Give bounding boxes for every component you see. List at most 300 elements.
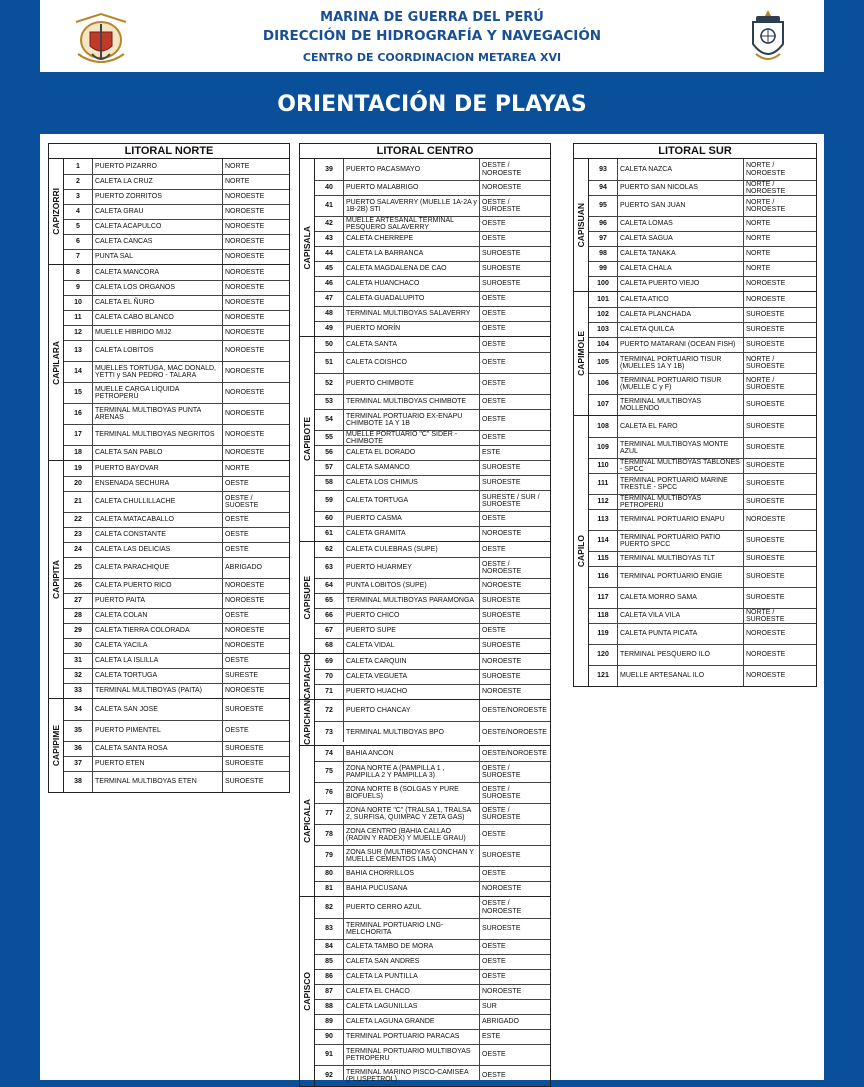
- place-name: CALETA EL FARO: [618, 416, 744, 437]
- orientation: SUROESTE: [746, 555, 785, 563]
- row-number: 67: [315, 624, 344, 638]
- column-heading: LITORAL CENTRO: [299, 143, 551, 158]
- place-name: CALETA MORRO SAMA: [618, 588, 744, 608]
- row-number: 51: [315, 353, 344, 373]
- zone-label: CAPISUAN: [576, 202, 586, 248]
- place-name: CALETA CULEBRAS (SUPE): [344, 542, 480, 557]
- orientation: OESTE: [225, 657, 249, 665]
- row-number: 72: [315, 700, 344, 721]
- place-name: CALETA LA PUNTILLA: [344, 970, 480, 984]
- zone-rows: [315, 542, 550, 653]
- zone-label-cell: [49, 265, 64, 460]
- place-name: TERMINAL MULTIBOYAS PETROPERÚ: [618, 495, 744, 509]
- orientation: SUROESTE: [482, 265, 521, 273]
- table-row: [315, 460, 550, 475]
- place-name: CALETA CABO BLANCO: [93, 311, 223, 325]
- table-row: [64, 403, 289, 424]
- orientation: NOROESTE: [225, 431, 265, 439]
- zone-label: CAPILARA: [51, 340, 61, 385]
- row-number: 89: [315, 1015, 344, 1029]
- row-number: 85: [315, 955, 344, 969]
- table-row: [64, 265, 289, 280]
- zone-rows: [315, 159, 550, 336]
- zone-label-cell: [574, 416, 589, 686]
- table-row: [589, 665, 816, 686]
- row-number: 77: [315, 804, 344, 824]
- row-number: 93: [589, 159, 618, 180]
- row-number: 52: [315, 374, 344, 394]
- orientation: OESTE: [482, 1051, 506, 1059]
- place-name: TERMINAL PORTUARIO TISUR (MUELLE C y F): [618, 374, 744, 394]
- table-row: [315, 669, 550, 684]
- place-name: TERMINAL MULTIBOYAS PARAMONGA: [344, 594, 480, 608]
- place-name: TERMINAL PORTUARIO PATIO PUERTO SPCC: [618, 531, 744, 551]
- zone-label: CAPICHAN: [302, 700, 312, 746]
- place-name: CALETA SAMANCO: [344, 461, 480, 475]
- row-number: 61: [315, 527, 344, 541]
- row-number: 26: [64, 579, 93, 593]
- zone-label-cell: [300, 897, 315, 1086]
- zone-rows: [315, 700, 550, 745]
- row-number: 83: [315, 919, 344, 939]
- row-number: 101: [589, 292, 618, 307]
- table-row: [589, 530, 816, 551]
- table-row: [315, 623, 550, 638]
- zone-section: [48, 265, 290, 461]
- orientation: OESTE / SUROESTE: [482, 764, 521, 780]
- orientation: NORTE: [225, 162, 250, 170]
- orientation: OESTE / NOROESTE: [482, 162, 522, 177]
- table-row: [315, 231, 550, 246]
- orientation: SUROESTE: [746, 462, 785, 470]
- place-name: CALETA LA ISLILLA: [93, 654, 223, 668]
- orientation: SUROESTE: [746, 401, 785, 409]
- row-number: 24: [64, 543, 93, 557]
- place-name: CALETA SAN ANDRES: [344, 955, 480, 969]
- orientation: OESTE: [482, 1072, 506, 1080]
- orientation: OESTE: [482, 973, 506, 981]
- orientation: SUROESTE: [482, 925, 521, 933]
- zone-label-cell: [300, 654, 315, 699]
- table-row: [64, 771, 289, 792]
- directorate-name: DIRECCIÓN DE HIDROGRAFÍA Y NAVEGACIÓN: [262, 28, 602, 44]
- place-name: TERMINAL MULTIBOYAS ETEN: [93, 772, 223, 792]
- table-row: [64, 249, 289, 264]
- row-number: 45: [315, 262, 344, 276]
- orientation: OESTE: [482, 416, 506, 424]
- place-name: CALETA CHERREPE: [344, 232, 480, 246]
- row-number: 3: [64, 190, 93, 204]
- orientation: OESTE/NOROESTE: [482, 749, 547, 757]
- row-number: 49: [315, 322, 344, 336]
- table-row: [64, 361, 289, 382]
- row-number: 2: [64, 175, 93, 189]
- table-row: [315, 1065, 550, 1086]
- zone-label-cell: [49, 699, 64, 792]
- orientation: ABRIGADO: [482, 1018, 519, 1026]
- orientation: SUR: [482, 1003, 497, 1011]
- row-number: 105: [589, 353, 618, 373]
- place-name: MUELLE ARTESANAL TERMINAL PESQUERO SALAVERRY: [344, 217, 480, 231]
- table-row: [64, 295, 289, 310]
- orientation: OESTE: [482, 380, 506, 388]
- place-name: PUERTO BAYOVAR: [93, 461, 223, 476]
- place-name: PUERTO ZORRITOS: [93, 190, 223, 204]
- table-row: [315, 352, 550, 373]
- litoral-norte-table: [48, 143, 290, 793]
- row-number: 113: [589, 510, 618, 530]
- row-number: 4: [64, 205, 93, 219]
- orientation: NORTE / SUROESTE: [746, 376, 785, 391]
- place-name: CALETA PUERTO RICO: [93, 579, 223, 593]
- table-row: [315, 430, 550, 445]
- zone-rows: [64, 159, 289, 264]
- table-row: [315, 526, 550, 541]
- zone-section: [299, 897, 551, 1087]
- table-row: [315, 824, 550, 845]
- table-row: [589, 322, 816, 337]
- table-row: [315, 1029, 550, 1044]
- orientation: SUROESTE: [225, 778, 264, 786]
- place-name: CALETA SANTA ROSA: [93, 742, 223, 756]
- place-name: CALETA PARACHIQUE: [93, 558, 223, 578]
- table-row: [589, 216, 816, 231]
- orientation: NOROESTE: [746, 295, 786, 303]
- table-row: [315, 261, 550, 276]
- header-banner: [40, 0, 824, 72]
- orientation: OESTE: [482, 870, 506, 878]
- table-row: [589, 416, 816, 437]
- table-row: [315, 684, 550, 699]
- table-row: [315, 490, 550, 511]
- zone-label-cell: [300, 700, 315, 745]
- zone-label-cell: [300, 159, 315, 336]
- table-row: [64, 461, 289, 476]
- table-row: [589, 352, 816, 373]
- zone-rows: [315, 897, 550, 1086]
- row-number: 44: [315, 247, 344, 261]
- place-name: CALETA PLANCHADA: [618, 308, 744, 322]
- row-number: 97: [589, 232, 618, 246]
- orientation: SURESTE: [225, 672, 259, 680]
- zone-section: [299, 746, 551, 897]
- table-row: [64, 557, 289, 578]
- table-row: [64, 542, 289, 557]
- table-row: [589, 644, 816, 665]
- orientation: SUROESTE: [746, 422, 785, 430]
- row-number: 102: [589, 308, 618, 322]
- orientation: NOROESTE: [225, 642, 265, 650]
- place-name: TERMINAL MULTIBOYAS PUNTA ARENAS: [93, 404, 223, 424]
- table-row: [589, 458, 816, 473]
- place-name: PUERTO SALAVERRY (MUELLE 1A-2A y 1B-2B) STI: [344, 196, 480, 216]
- orientation: OESTE / NOROESTE: [482, 900, 522, 915]
- place-name: CALETA PUERTO VIEJO: [618, 277, 744, 291]
- orientation: NOROESTE: [482, 184, 522, 192]
- orientation: OESTE / NOROESTE: [482, 560, 522, 575]
- zone-rows: [64, 699, 289, 792]
- row-number: 73: [315, 722, 344, 742]
- orientation: OESTE/NOROESTE: [482, 707, 547, 715]
- row-number: 109: [589, 438, 618, 458]
- row-number: 80: [315, 867, 344, 881]
- orientation: SUROESTE: [746, 311, 785, 319]
- orientation: SUROESTE: [746, 341, 785, 349]
- institution-name: MARINA DE GUERRA DEL PERÚ: [320, 10, 544, 25]
- place-name: CALETA TAMBO DE MORA: [344, 940, 480, 954]
- table-row: [589, 231, 816, 246]
- row-number: 35: [64, 721, 93, 741]
- row-number: 47: [315, 292, 344, 306]
- place-name: CALETA TORTUGA: [344, 491, 480, 511]
- place-name: CALETA LA CRUZ: [93, 175, 223, 189]
- table-row: [64, 638, 289, 653]
- place-name: CALETA TANAKA: [618, 247, 744, 261]
- table-row: [589, 180, 816, 195]
- place-name: CALETA VIDAL: [344, 639, 480, 653]
- table-row: [315, 445, 550, 460]
- row-number: 70: [315, 670, 344, 684]
- orientation: NOROESTE: [225, 582, 265, 590]
- place-name: PUERTO SUPE: [344, 624, 480, 638]
- row-number: 7: [64, 250, 93, 264]
- table-row: [315, 1044, 550, 1065]
- orientation: NOROESTE: [225, 410, 265, 418]
- place-name: CALETA GRAMITA: [344, 527, 480, 541]
- zone-section: [299, 542, 551, 654]
- zone-label-cell: [49, 159, 64, 264]
- row-number: 117: [589, 588, 618, 608]
- table-row: [315, 638, 550, 653]
- place-name: TERMINAL PORTUARIO TISUR (MUELLES 1A Y 1B): [618, 353, 744, 373]
- orientation: OESTE: [482, 434, 506, 442]
- orientation: OESTE: [482, 545, 506, 553]
- orientation: NORTE: [225, 178, 250, 186]
- table-row: [589, 494, 816, 509]
- row-number: 27: [64, 594, 93, 608]
- zone-label-cell: [300, 337, 315, 541]
- zone-section: [299, 654, 551, 700]
- table-row: [315, 180, 550, 195]
- orientation: OESTE/NOROESTE: [482, 728, 547, 736]
- orientation: SUROESTE: [482, 479, 521, 487]
- row-number: 78: [315, 825, 344, 845]
- row-number: 120: [589, 645, 618, 665]
- place-name: CALETA CHULLILLACHE: [93, 492, 223, 512]
- orientation: OESTE: [482, 325, 506, 333]
- row-number: 111: [589, 474, 618, 494]
- table-row: [315, 306, 550, 321]
- place-name: CALETA CHALA: [618, 262, 744, 276]
- place-name: MUELLE PORTUARIO "C" SIDER - CHIMBOTE: [344, 431, 480, 445]
- orientation: NOROESTE: [225, 238, 265, 246]
- orientation: OESTE: [225, 480, 249, 488]
- zone-rows: [589, 292, 816, 415]
- table-row: [64, 683, 289, 698]
- table-row: [64, 608, 289, 623]
- place-name: CALETA EL ÑURO: [93, 296, 223, 310]
- table-row: [64, 159, 289, 174]
- place-name: CALETA COISHCO: [344, 353, 480, 373]
- table-row: [64, 756, 289, 771]
- row-number: 108: [589, 416, 618, 437]
- place-name: CALETA SANTA: [344, 337, 480, 352]
- table-row: [64, 174, 289, 189]
- place-name: PUERTO CHANCAY: [344, 700, 480, 721]
- row-number: 95: [589, 196, 618, 216]
- orientation: SUROESTE: [225, 705, 264, 713]
- row-number: 46: [315, 277, 344, 291]
- place-name: PUERTO SAN NICOLAS: [618, 181, 744, 195]
- row-number: 53: [315, 395, 344, 409]
- zone-label-cell: [574, 159, 589, 291]
- orientation: NORTE / NOROESTE: [746, 198, 786, 213]
- orientation: NOROESTE: [482, 885, 522, 893]
- table-row: [589, 608, 816, 623]
- row-number: 87: [315, 985, 344, 999]
- place-name: PUNTA SAL: [93, 250, 223, 264]
- place-name: MUELLES TORTUGA, MAC DONALD, YETTI y SAN PEDRO - TALARA: [93, 362, 223, 382]
- place-name: CALETA VEGUETA: [344, 670, 480, 684]
- orientation: NOROESTE: [482, 988, 522, 996]
- place-name: TERMINAL MULTIBOYAS (PAITA): [93, 684, 223, 698]
- table-row: [64, 424, 289, 445]
- table-row: [315, 608, 550, 623]
- zone-label: CAPIZORRI: [51, 188, 61, 235]
- place-name: TERMINAL MULTIBOYAS MONTE AZUL: [618, 438, 744, 458]
- table-row: [315, 939, 550, 954]
- place-name: CALETA VILA VILA: [618, 609, 744, 623]
- row-number: 23: [64, 528, 93, 542]
- orientation: NORTE / NOROESTE: [746, 162, 786, 177]
- orientation: SUROESTE: [746, 480, 785, 488]
- place-name: PUERTO MORÍN: [344, 322, 480, 336]
- zone-label-cell: [300, 542, 315, 653]
- page-title: ORIENTACIÓN DE PLAYAS: [277, 92, 587, 117]
- orientation: OESTE: [482, 627, 506, 635]
- orientation: SUROESTE: [482, 250, 521, 258]
- table-row: [315, 557, 550, 578]
- row-number: 57: [315, 461, 344, 475]
- orientation: NORTE: [746, 250, 771, 258]
- row-number: 114: [589, 531, 618, 551]
- row-number: 110: [589, 459, 618, 473]
- place-name: CALETA LOS ORGANOS: [93, 281, 223, 295]
- table-row: [589, 195, 816, 216]
- table-row: [315, 782, 550, 803]
- place-name: TERMINAL MULTIBOYAS BPO: [344, 722, 480, 742]
- zone-section: [48, 158, 290, 265]
- table-row: [64, 699, 289, 720]
- place-name: CALETA PUNTA PICATA: [618, 624, 744, 644]
- row-number: 32: [64, 669, 93, 683]
- orientation: NOROESTE: [225, 193, 265, 201]
- orientation: NOROESTE: [225, 347, 265, 355]
- orientation: NOROESTE: [746, 651, 786, 659]
- zone-section: [573, 158, 817, 292]
- row-number: 34: [64, 699, 93, 720]
- orientation: NOROESTE: [225, 299, 265, 307]
- row-number: 36: [64, 742, 93, 756]
- place-name: PUERTO CERRO AZUL: [344, 897, 480, 918]
- table-row: [589, 159, 816, 180]
- place-name: PUERTO PIMENTEL: [93, 721, 223, 741]
- orientation: NORTE / SUROESTE: [746, 609, 785, 623]
- place-name: CALETA CANCAS: [93, 235, 223, 249]
- zone-label-cell: [49, 461, 64, 698]
- table-row: [589, 551, 816, 566]
- hydrography-emblem-icon: [748, 8, 788, 66]
- orientation: SUROESTE: [746, 594, 785, 602]
- orientation: OESTE / SUROESTE: [482, 806, 521, 822]
- table-row: [315, 409, 550, 430]
- orientation: ESTE: [482, 1033, 501, 1041]
- row-number: 29: [64, 624, 93, 638]
- table-row: [589, 394, 816, 415]
- table-row: [315, 246, 550, 261]
- place-name: BAHIA ANCON: [344, 746, 480, 761]
- table-row: [315, 593, 550, 608]
- row-number: 74: [315, 746, 344, 761]
- table-row: [64, 189, 289, 204]
- orientation: SUROESTE: [225, 760, 264, 768]
- orientation: NOROESTE: [746, 672, 786, 680]
- place-name: CALETA SAN JOSE: [93, 699, 223, 720]
- zone-label: CAPICALA: [302, 799, 312, 844]
- orientation: OESTE: [225, 531, 249, 539]
- table-row: [64, 741, 289, 756]
- place-name: TERMINAL MULTIBOYAS MOLLENDO: [618, 395, 744, 415]
- place-name: PUERTO PAITA: [93, 594, 223, 608]
- orientation: NOROESTE: [225, 314, 265, 322]
- place-name: CALETA MANCORA: [93, 265, 223, 280]
- place-name: TERMINAL PORTUARIO ENAPU: [618, 510, 744, 530]
- row-number: 100: [589, 277, 618, 291]
- row-number: 21: [64, 492, 93, 512]
- zone-rows: [589, 159, 816, 291]
- place-name: CALETA CARQUIN: [344, 654, 480, 669]
- row-number: 62: [315, 542, 344, 557]
- orientation: OESTE / SUROESTE: [482, 198, 521, 213]
- place-name: CALETA SAGUA: [618, 232, 744, 246]
- orientation: SUROESTE: [746, 573, 785, 581]
- table-row: [315, 475, 550, 490]
- orientation: NOROESTE: [746, 630, 786, 638]
- row-number: 65: [315, 594, 344, 608]
- place-name: PUERTO CASMA: [344, 512, 480, 526]
- row-number: 17: [64, 425, 93, 445]
- orientation: NOROESTE: [482, 582, 522, 590]
- row-number: 18: [64, 446, 93, 460]
- orientation: OESTE: [482, 220, 506, 228]
- table-row: [64, 668, 289, 683]
- place-name: CALETA ATICO: [618, 292, 744, 307]
- place-name: CALETA LAS DELICIAS: [93, 543, 223, 557]
- row-number: 66: [315, 609, 344, 623]
- place-name: MUELLE ARTESANAL ILO: [618, 666, 744, 686]
- zone-label: CAPIMOLE: [576, 331, 586, 376]
- orientation: NOROESTE: [482, 657, 522, 665]
- row-number: 112: [589, 495, 618, 509]
- orientation: NOROESTE: [225, 284, 265, 292]
- place-name: CALETA CONSTANTE: [93, 528, 223, 542]
- place-name: CALETA GRAU: [93, 205, 223, 219]
- table-row: [64, 491, 289, 512]
- row-number: 42: [315, 217, 344, 231]
- row-number: 6: [64, 235, 93, 249]
- row-number: 94: [589, 181, 618, 195]
- row-number: 43: [315, 232, 344, 246]
